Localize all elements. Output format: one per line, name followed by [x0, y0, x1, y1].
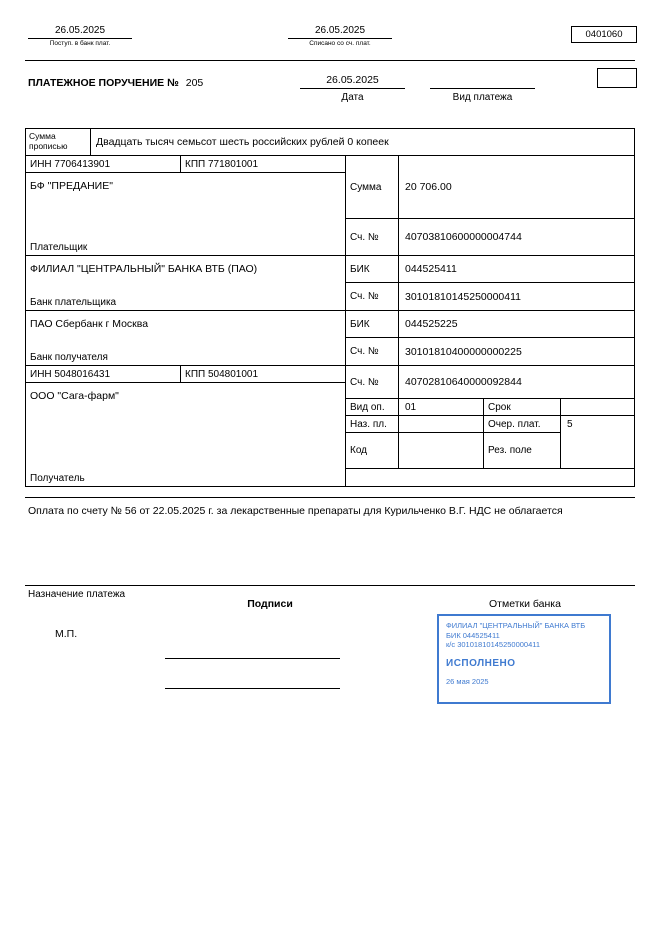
payer-bank-block: [26, 256, 634, 311]
payer-bank-bik-label: БИК: [346, 256, 399, 282]
signature-line-2: [165, 688, 340, 689]
payer-bank-account: 30101810145250000411: [405, 290, 522, 303]
payer-block: [26, 156, 634, 256]
payer-account-label: Сч. №: [346, 219, 399, 255]
document-date: 26.05.2025: [300, 74, 405, 89]
amount-label: Сумма: [346, 156, 399, 218]
payer-bank-bik: 044525411: [405, 263, 457, 275]
payment-table: [25, 128, 635, 487]
term-value: [561, 399, 634, 415]
stamp-place-label: М.П.: [55, 628, 78, 640]
payer-kpp: КПП 771801001: [185, 158, 259, 170]
payee-bank-account-label: Сч. №: [346, 338, 399, 365]
debited-date-label: Списано со сч. плат.: [309, 40, 371, 47]
purpose-top-line: [25, 497, 635, 498]
bank-stamp: [437, 614, 611, 704]
purpose-label: Назначение платежа: [28, 589, 126, 600]
stamp-bank-name: ФИЛИАЛ "ЦЕНТРАЛЬНЫЙ" БАНКА ВТБ: [446, 621, 586, 630]
header-divider: [25, 60, 635, 61]
purpose-bottom-line: [25, 585, 635, 586]
payee-bank-block: [26, 311, 634, 366]
payer-label: Плательщик: [30, 242, 88, 253]
payee-bank-account: 30101810400000000225: [405, 345, 522, 358]
payee-bank-bik: 044525225: [405, 318, 458, 330]
document-number: 205: [185, 77, 204, 89]
priority-label: Очер. плат.: [484, 416, 561, 433]
payee-bank-bik-label: БИК: [346, 311, 399, 337]
debited-date-field: [288, 25, 392, 48]
amount-words-label: Сумма прописью: [26, 129, 91, 155]
payment-type-blank: [430, 74, 535, 89]
amount-words-row: [26, 129, 634, 156]
document-date-field: [300, 74, 405, 103]
debited-date: 26.05.2025: [288, 25, 392, 39]
payee-account: 40702810640000092844: [405, 376, 522, 388]
signatures-label: Подписи: [247, 598, 293, 610]
payee-label: Получатель: [30, 473, 85, 484]
payer-name: БФ "ПРЕДАНИЕ": [30, 180, 113, 192]
amount-words-value: Двадцать тысяч семьсот шесть российских рублей 0 копеек: [96, 136, 389, 148]
payer-inn: ИНН 7706413901: [26, 156, 181, 172]
payment-type-label: Вид платежа: [452, 92, 513, 103]
stamp-bik: БИК 044525411: [446, 630, 500, 640]
status-code-box: [597, 68, 637, 88]
form-code: 0401060: [585, 29, 623, 40]
payee-inn: ИНН 5048016431: [26, 366, 181, 382]
payer-bank-account-label: Сч. №: [346, 283, 399, 310]
stamp-corr-account: к/с 30101810145250000411: [446, 640, 541, 649]
title-label: ПЛАТЕЖНОЕ ПОРУЧЕНИЕ №: [28, 77, 179, 89]
stamp-status: ИСПОЛНЕНО: [446, 657, 516, 669]
term-label: Срок: [484, 399, 561, 415]
payee-bank-name: ПАО Сбербанк г Москва: [30, 318, 149, 330]
op-type-label: Вид оп.: [346, 399, 399, 415]
purpose-code-value: [399, 416, 484, 433]
received-date: 26.05.2025: [28, 25, 132, 39]
priority-value: 5: [567, 419, 573, 430]
empty-strip: [346, 469, 634, 486]
payee-account-label: Сч. №: [346, 366, 399, 398]
payer-bank-name: ФИЛИАЛ "ЦЕНТРАЛЬНЫЙ" БАНКА ВТБ (ПАО): [30, 263, 258, 275]
purpose-text: Оплата по счету № 56 от 22.05.2025 г. за лекарственные препараты для Курильченко В.Г. НДС не облагается: [28, 505, 563, 517]
op-type-value: 01: [399, 399, 484, 415]
received-date-label: Поступ. в банк плат.: [49, 40, 111, 47]
payment-type-field: [430, 74, 535, 103]
bank-marks-label: Отметки банка: [489, 598, 561, 610]
payee-bank-label: Банк получателя: [30, 352, 108, 363]
payer-bank-label: Банк плательщика: [30, 297, 117, 308]
code-label: Код: [346, 433, 399, 468]
document-title: [28, 77, 203, 89]
reserve-field-value: [561, 433, 634, 468]
amount-value: 20 706.00: [405, 181, 452, 193]
reserve-field-label: Рез. поле: [484, 433, 561, 468]
stamp-date: 26 мая 2025: [446, 676, 489, 686]
form-code-box: [571, 26, 637, 43]
code-value: [399, 433, 484, 468]
document-date-label: Дата: [341, 92, 364, 103]
payee-block: [26, 366, 634, 486]
purpose-code-label: Наз. пл.: [346, 416, 399, 433]
payee-name: ООО "Сага-фарм": [30, 390, 119, 402]
payer-account: 40703810600000004744: [405, 231, 522, 243]
signature-line-1: [165, 658, 340, 659]
received-date-field: [28, 25, 132, 48]
payee-kpp: КПП 504801001: [185, 368, 259, 380]
